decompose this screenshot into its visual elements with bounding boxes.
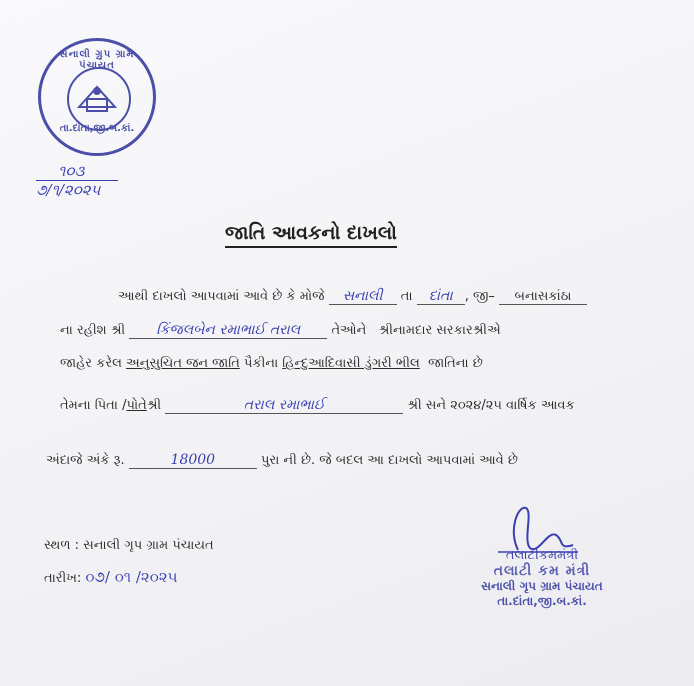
line4-text-c: શ્રી સને ૨૦૨૪/૨૫ વાર્ષિક આવક	[407, 398, 575, 413]
line2-text-c: શ્રીનામદાર સરકારશ્રીએ	[378, 323, 501, 338]
line2-text-b: તેઓને	[331, 323, 367, 338]
officer-office-stamp: સનાલી ગૃપ ગ્રામ પંચાયત	[481, 579, 603, 593]
officer-title-stamp: તલાટી કમ મંત્રી	[493, 563, 591, 579]
seal-top-text: સનાલી ગ્રુપ ગ્રામ પંચાયત	[59, 49, 135, 71]
income-amount-field: 18000	[129, 452, 257, 469]
caste-field: હિન્દુઆદિવાસી ડુંગરી ભીલ	[282, 356, 420, 371]
line3-text-b: પૈકીના	[243, 356, 279, 371]
line5-text-b: પુરા ની છે. જે બદલ આ દાખલો આપવામાં આવે છે	[260, 453, 518, 468]
line2-text-a: ના રહીશ શ્રી	[60, 323, 126, 338]
date-label: તારીખ:	[44, 571, 82, 586]
person-name-field: કિંજલબેન રમાભાઈ તરાલ	[129, 322, 327, 339]
date-value: ૦૭/ ૦૧ /૨૦૨૫	[85, 568, 178, 586]
line4-text-a: તેમના પિતા /	[60, 398, 127, 413]
category-field: અનુસુચિત જન જાતિ	[126, 356, 240, 371]
father-name-field: તરાલ રમાભાઈ	[165, 397, 403, 414]
body-line-3	[60, 356, 483, 371]
panchayat-seal	[38, 38, 156, 156]
line3-text-c: જાતિના છે	[428, 356, 483, 371]
place-line: સ્થળ : સનાલી ગૃપ ગ્રામ પંચાયત	[44, 538, 214, 553]
seal-emblem-icon	[67, 67, 131, 131]
line4-text-b: શ્રી	[146, 398, 162, 413]
body-line-2	[60, 322, 501, 339]
line4-self: પોતે	[126, 398, 147, 413]
line1-text-a: આથી દાખલો આપવામાં આવે છે કે મોજે	[118, 289, 325, 304]
date-line	[44, 568, 177, 586]
handwritten-outward-note	[36, 162, 146, 199]
district-field: બનાસકાંઠા	[499, 289, 587, 305]
certificate-title: જાતિ આવકનો દાખલો	[225, 222, 397, 248]
body-line-5	[46, 452, 518, 469]
line1-text-b: તા	[400, 289, 413, 304]
outward-date: ૭/૧/૨૦૨૫	[36, 181, 101, 199]
line3-text-a: જાહેર કરેલ	[60, 356, 122, 371]
line1-text-c: , જી–	[464, 289, 495, 304]
seal-bottom-text: તા.દાંતા,જી.બ.કાં.	[59, 123, 135, 134]
line5-text-a: અંદાજે અંકે રૂ.	[46, 453, 125, 468]
body-line-4	[60, 397, 575, 414]
signature-text: તલાટીકમમંત્રી	[505, 548, 579, 563]
outward-number: ૧૦૩	[36, 162, 118, 181]
body-line-1	[118, 288, 587, 305]
taluka-field: દાંતા	[417, 288, 465, 305]
signature-block	[442, 548, 642, 609]
officer-place-stamp: તા.દાંતા,જી.બ.કાં.	[497, 594, 587, 608]
village-field: સનાલી	[329, 288, 397, 305]
